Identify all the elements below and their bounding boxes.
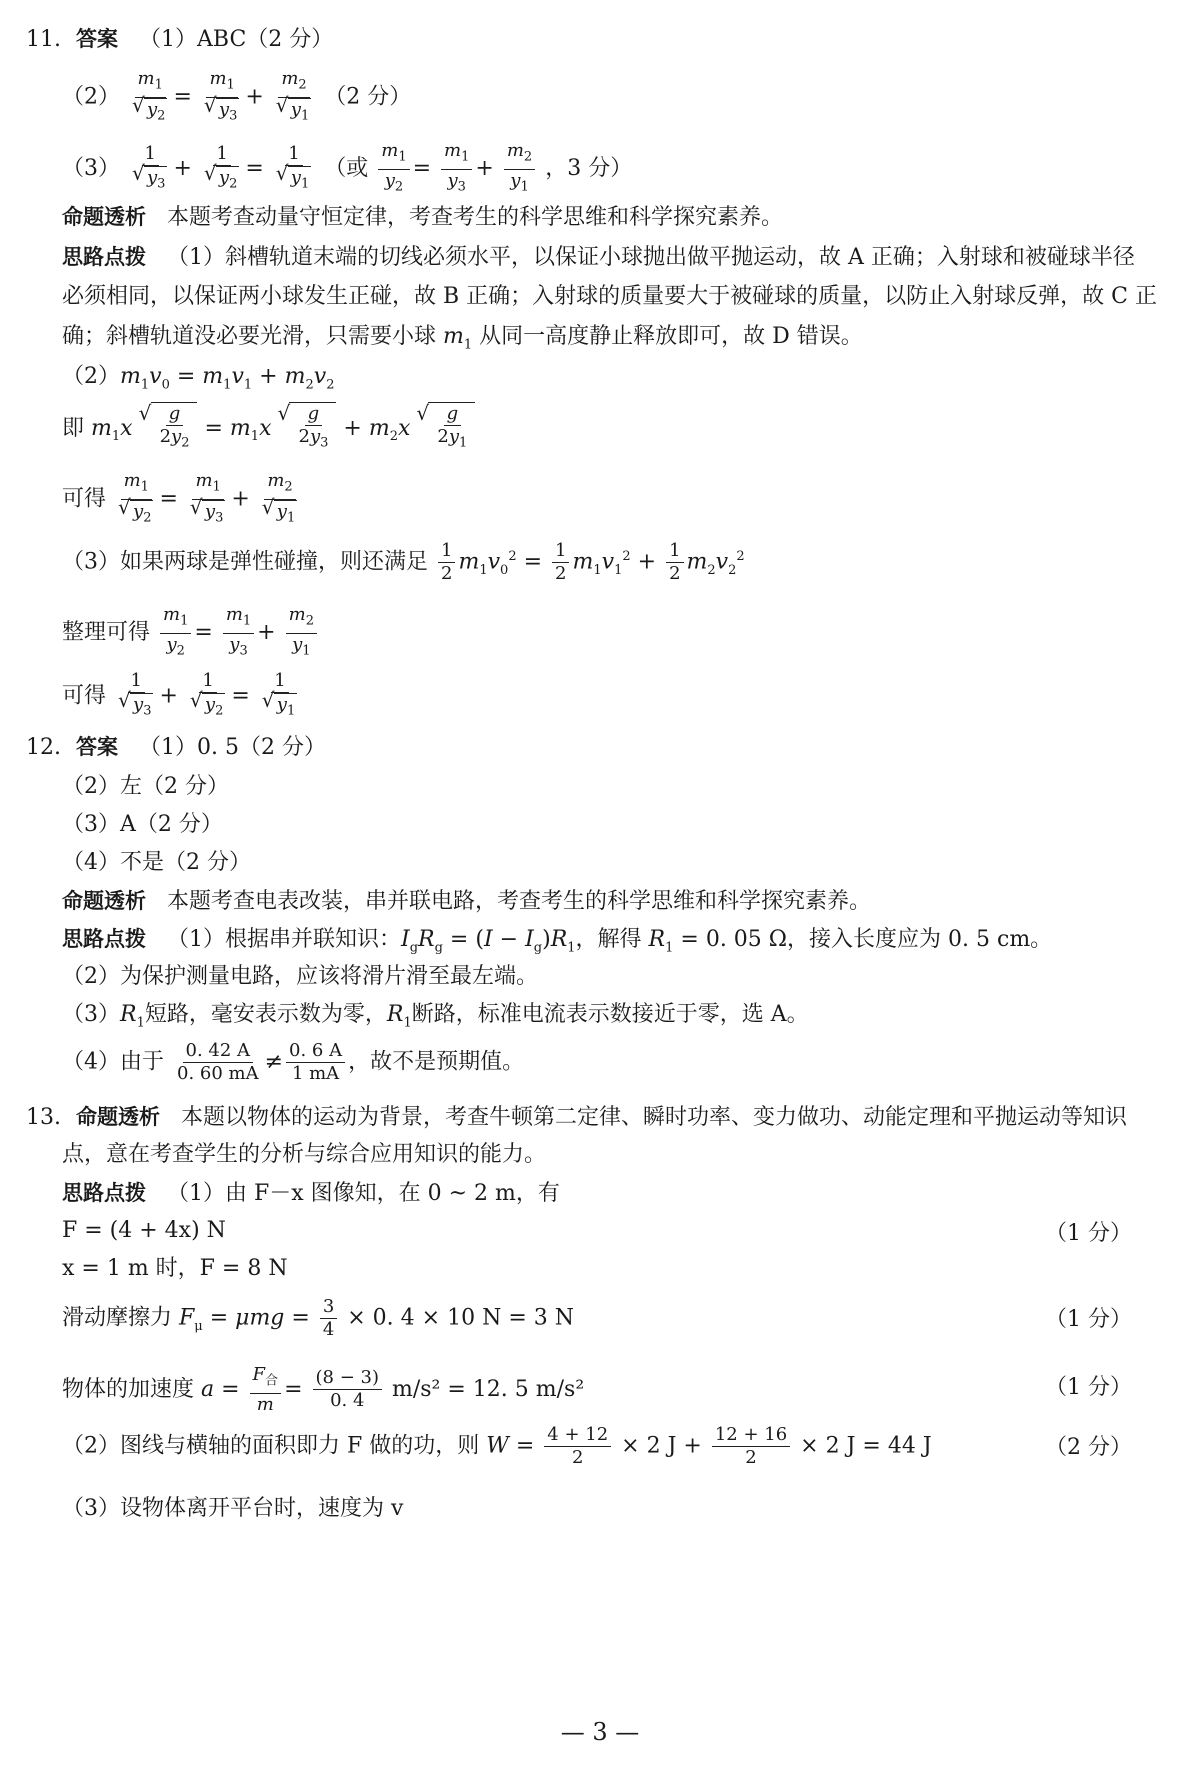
hint-text: （1）根据串并联知识： xyxy=(166,927,401,952)
fraction: $\frac{m_1}{y_2}$ xyxy=(378,140,409,198)
q11-hint2-ji: 即 $m_1x$ √ $\frac{g}{2y_2}$ = $m_1x$ √ $\frac{g}{2y_3}$ + $m_2x$ √ $\frac{g}{2y_1}$ xyxy=(62,402,1140,454)
hint-text: 从同一高度静止释放即可，故 D 错误。 xyxy=(479,324,863,349)
q13-eq3: 滑动摩擦力 $F_\mu = \mu mg$ = $\frac{3}{4}$ × 0. 4 × 10 N = 3 N xyxy=(62,1296,574,1340)
q13-eq6 xyxy=(62,1494,1140,1524)
score: （1 分） xyxy=(1045,1221,1132,1246)
hint-text: 确；斜槽轨道没必要光滑，只需要小球 xyxy=(62,324,443,349)
q13-eq4: 物体的加速度 a = $\frac{F_合}{m}$ = $\frac{(8 - 3)}{0. 4}$ m/s² = 12. 5 m/s² xyxy=(62,1364,585,1415)
q12-answer-part3 xyxy=(62,810,1140,840)
equation: × 0. 4 × 10 N = 3 N xyxy=(340,1305,574,1331)
equation-label: （2）图线与横轴的面积即力 F 做的功，则 xyxy=(62,1433,487,1459)
kede-text: 可得 xyxy=(62,683,107,709)
question-number: 12. xyxy=(26,735,61,760)
zhengli-text: 整理可得 xyxy=(62,620,151,646)
equation: m/s² = 12. 5 m/s² xyxy=(384,1376,585,1402)
q12-hint3: $(3)R_1$短路，毫安表示数为零，$R_1$断路，标准电流表示数接近于零，选 A。 xyxy=(62,1002,809,1031)
q11-hint3-kede: 可得 1 √ $y_3$ + 1 √ $y_2$ = 1 √ $y_1$ xyxy=(62,670,1140,722)
q13-analysis-line1 xyxy=(26,1102,1140,1133)
answer-label: 答案 xyxy=(76,27,118,51)
equation: （3）设物体离开平台时，速度为 v xyxy=(62,1496,404,1521)
fraction-denominator: 1 mA xyxy=(291,1063,340,1084)
equation: × 2 J + xyxy=(614,1433,709,1459)
q11-hint3: （3）如果两球是弹性碰撞，则还满足 $\frac{1}{2}$ $m_1v_0^2$ = $\frac{1}{2}$ $m_1v_1^2$ + $\frac{1}{2}$ $m_2v_2^2$ xyxy=(62,540,745,584)
analysis-text: 本题考查动量守恒定律，考查考生的科学思维和科学探究素养。 xyxy=(166,205,783,230)
fraction: $m_1$ √ $y_3$ xyxy=(202,68,242,127)
q11-hint2-eq: $(2)m_1v_0 = m_1v_1 + m_2v_2$ xyxy=(62,364,335,393)
fraction-numerator: 0. 42 A xyxy=(183,1040,254,1063)
part-suffix: （2 分） xyxy=(324,84,412,110)
answer-part1: （1）0. 5（2 分） xyxy=(138,735,326,760)
equation: × 2 J = 44 J xyxy=(793,1433,932,1459)
q12-hint4: （4）由于 $\frac{0. 42 A}{0. 60 mA}$ ≠ $\frac{0. 6 A}{1 mA}$ ，故不是预期值。 xyxy=(62,1040,525,1084)
analysis-label: 命题透析 xyxy=(76,1105,160,1129)
analysis-label: 命题透析 xyxy=(62,205,146,229)
q11-analysis xyxy=(62,202,1140,233)
score: （1 分） xyxy=(1045,1307,1132,1332)
q11-hint-line2 xyxy=(62,282,1157,312)
q11-hint2-kede: 可得 $m_1$ √ $y_2$ = $m_1$ √ $y_3$ + $m_2$ √ $y_1$ xyxy=(62,470,1140,522)
part-prefix: （2） xyxy=(62,364,120,389)
page-number: — 3 — xyxy=(560,1718,640,1746)
answer-text: （4）不是（2 分） xyxy=(62,850,251,875)
q12-hint2 xyxy=(62,962,1140,992)
hint3-text: （3）如果两球是弹性碰撞，则还满足 xyxy=(62,549,428,575)
q11-answer-line xyxy=(26,24,1140,55)
equation: F = (4 + 4x) N xyxy=(62,1218,226,1243)
hint-text: 必须相同，以保证两小球发生正碰，故 B 正确；入射球的质量要大于被碰球的质量，以防止入射球反弹，故 C 正 xyxy=(62,284,1157,309)
hint-text: = 0. 05 Ω，接入长度应为 0. 5 cm。 xyxy=(673,927,1053,952)
score: （1 分） xyxy=(1045,1375,1132,1400)
hint-text: ，故不是预期值。 xyxy=(348,1049,525,1075)
fraction: $m_1$ √ $y_2$ xyxy=(130,68,170,127)
hint-label: 思路点拨 xyxy=(62,1181,146,1205)
fraction: 1 √ $y_2$ xyxy=(202,143,242,196)
hint-text: （1）由 F－x 图像知，在 0 ~ 2 m，有 xyxy=(166,1181,560,1206)
hint-label: 思路点拨 xyxy=(62,927,146,951)
q12-analysis xyxy=(62,886,1140,917)
q11-hint-line3: 确；斜槽轨道没必要光滑，只需要小球 $m_1$ 从同一高度静止释放即可，故 D 错误。 xyxy=(62,324,863,353)
q11-hint3-zhengli: 整理可得 $\frac{m_1}{y_2}$ = $\frac{m_1}{y_3}$ + $\frac{m_2}{y_1}$ xyxy=(62,604,1140,656)
hint-text: （2）为保护测量电路，应该将滑片滑至最左端。 xyxy=(62,964,538,989)
q13-hint1 xyxy=(62,1178,1140,1209)
q11-answer-part2: （2） $m_1$ √ $y_2$ = $m_1$ √ $y_3$ + $m_2$ √ $y_1$ （2 分） xyxy=(62,68,1140,120)
answer-part1: （1）ABC（2 分） xyxy=(138,27,334,52)
question-number: 11. xyxy=(26,27,61,52)
fraction: $m_2$ √ $y_1$ xyxy=(274,68,314,127)
analysis-text: 本题以物体的运动为背景，考查牛顿第二定律、瞬时功率、变力做功、动能定理和平抛运动等知识 xyxy=(180,1105,1127,1130)
kede-text: 可得 xyxy=(62,486,107,512)
equation: x = 1 m 时，F = 8 N xyxy=(62,1256,288,1281)
part-prefix: （3） xyxy=(62,156,120,182)
ji-text: 即 xyxy=(62,415,91,441)
analysis-text: 本题考查电表改装，串并联电路，考查考生的科学思维和科学探究素养。 xyxy=(166,889,871,914)
analysis-label: 命题透析 xyxy=(62,889,146,913)
q11-answer-part3: （3） 1 √ $y_3$ + 1 √ $y_2$ = 1 √ $y_1$ （或 $\frac{m_1}{y_2}$ = $\frac{m_1}{y_3}$ + $\frac{m_2}{y_1}$ ，3 分） xyxy=(62,140,1140,192)
q13-eq5: （2）图线与横轴的面积即力 F 做的功，则 W = $\frac{4 + 12}{2}$ × 2 J + $\frac{12 + 16}{2}$ × 2 J = 44 J xyxy=(62,1424,932,1468)
score: （2 分） xyxy=(1045,1435,1132,1460)
q12-hint1: 思路点拨 （1）根据串并联知识：$I_gR_g = (I - I_g)R_1$，解得 $R_1 = 0$. 05 Ω，接入长度应为 0. 5 cm。 xyxy=(62,927,1053,956)
fraction-denominator: 0. 60 mA xyxy=(177,1063,259,1084)
q13-eq1 xyxy=(62,1216,1140,1246)
q12-answer-part2 xyxy=(62,772,1140,802)
answer-label: 答案 xyxy=(76,735,118,759)
part-prefix: （2） xyxy=(62,84,120,110)
alt-open: （或 xyxy=(324,156,369,182)
fraction: $\frac{m_1}{y_3}$ xyxy=(441,140,472,198)
fraction: $\frac{m_2}{y_1}$ xyxy=(504,140,535,198)
analysis-text: 点，意在考查学生的分析与综合应用知识的能力。 xyxy=(62,1142,547,1167)
q12-answer-part4 xyxy=(62,848,1140,878)
hint-text: （3） xyxy=(62,1002,120,1027)
q11-hint-line1 xyxy=(62,242,1140,273)
hint-text: （1）斜槽轨道末端的切线必须水平，以保证小球抛出做平抛运动，故 A 正确；入射球和被碰球半径 xyxy=(166,245,1135,270)
hint-text: 断路，标准电流表示数接近于零，选 A。 xyxy=(411,1002,809,1027)
answer-text: （2）左（2 分） xyxy=(62,774,229,799)
q12-answer-line xyxy=(26,732,1140,763)
fraction-numerator: 0. 6 A xyxy=(286,1040,345,1063)
hint-text: （4）由于 xyxy=(62,1049,164,1075)
question-number: 13. xyxy=(26,1105,61,1130)
q13-eq2 xyxy=(62,1254,1140,1284)
fraction: 1 √ $y_3$ xyxy=(130,143,170,196)
q13-analysis-line2 xyxy=(62,1140,1140,1170)
hint-text: ，解得 xyxy=(575,927,649,952)
hint-label: 思路点拨 xyxy=(62,245,146,269)
equation-label: 滑动摩擦力 xyxy=(62,1305,179,1331)
hint-text: 短路，毫安表示数为零， xyxy=(144,1002,387,1027)
fraction: 1 √ $y_1$ xyxy=(274,143,314,196)
answer-text: （3）A（2 分） xyxy=(62,812,223,837)
alt-close: ，3 分） xyxy=(545,156,633,182)
equation-label: 物体的加速度 xyxy=(62,1376,201,1402)
